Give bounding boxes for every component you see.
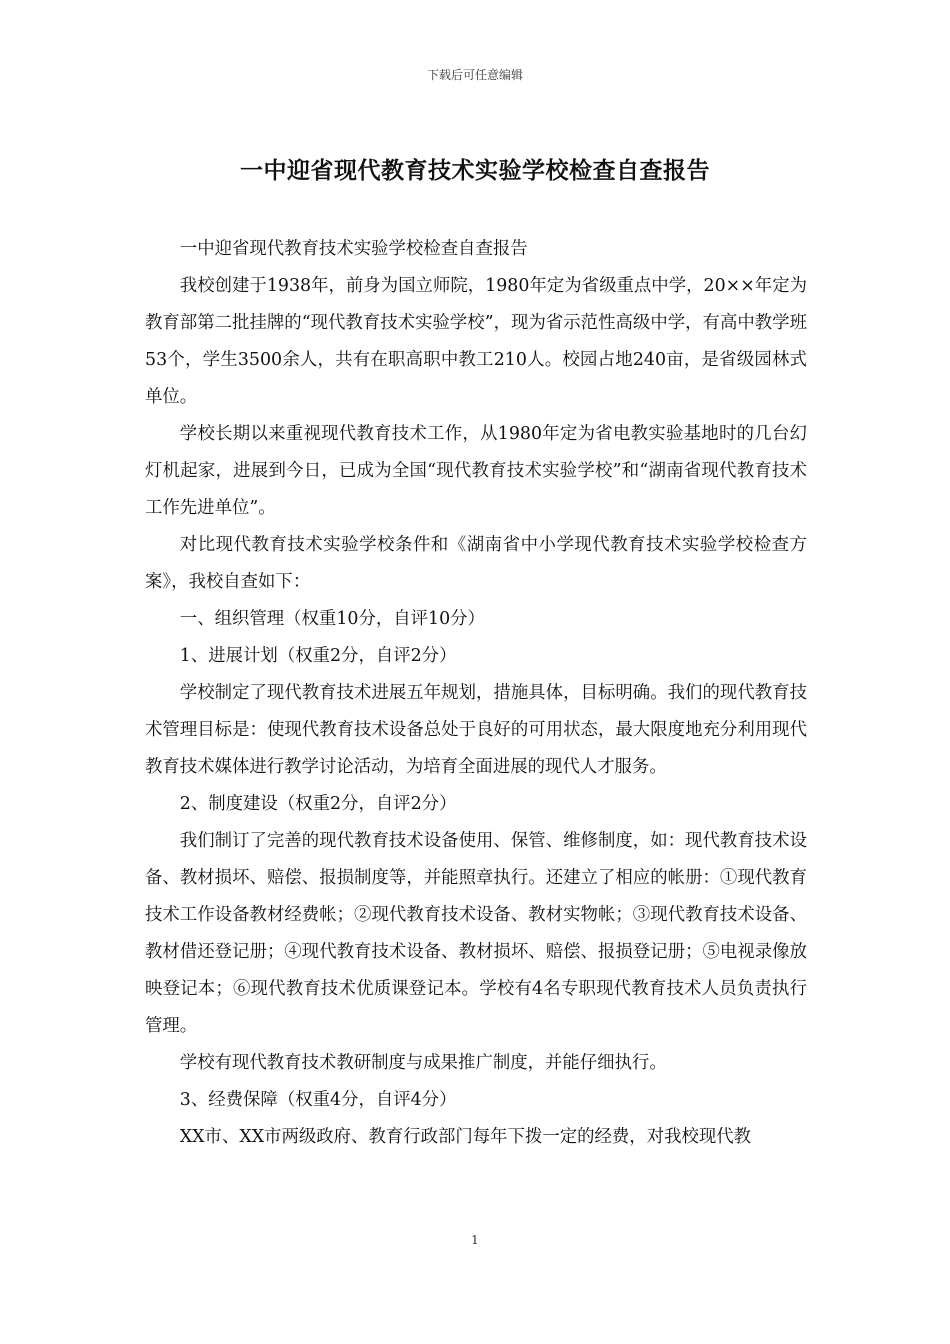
page-header: 下载后可任意编辑 — [426, 68, 523, 82]
paragraph: 我校创建于1938年，前身为国立师院，1980年定为省级重点中学，20××年定为教育部第二批挂牌的“现代教育技术实验学校”，现为省示范性高级中学，有高中教学班53个，学生3500余人，共有在职高职中教工210人。校园占地240亩，是省级园林式单位。 — [145, 276, 807, 407]
paragraph: 学校长期以来重视现代教育技术工作，从1980年定为省电教实验基地时的几台幻灯机起家，进展到今日，已成为全国“现代教育技术实验学校”和“湖南省现代教育技术工作先进单位”。 — [145, 424, 807, 518]
paragraph: 一中迎省现代教育技术实验学校检查自查报告 — [179, 239, 528, 259]
subsection-heading: 1、进展计划（权重2分，自评2分） — [179, 646, 457, 666]
document-title: 一中迎省现代教育技术实验学校检查自查报告 — [240, 157, 710, 184]
section-heading: 一、组织管理（权重10分，自评10分） — [179, 609, 485, 629]
paragraph: XX市、XX市两级政府、教育行政部门每年下拨一定的经费，对我校现代教 — [179, 1127, 752, 1147]
paragraph: 对比现代教育技术实验学校条件和《湖南省中小学现代教育技术实验学校检查方案》，我校自查如下： — [145, 535, 807, 592]
document-body — [145, 231, 807, 1156]
paragraph: 我们制订了完善的现代教育技术设备使用、保管、维修制度，如：现代教育技术设备、教材损坏、赔偿、报损制度等，并能照章执行。还建立了相应的帐册：①现代教育技术工作设备教材经费帐；②现代教育技术设备、教材实物帐；③现代教育技术设备、教材借还登记册；④现代教育技术设备、教材损坏、赔偿、报损登记册；⑤电视录像放映登记本；⑥现代教育技术优质课登记本。学校有4名专职现代教育技术人员负责执行管理。 — [145, 831, 807, 1036]
subsection-heading: 2、制度建设（权重2分，自评2分） — [179, 794, 457, 814]
page-number: 1 — [471, 1233, 479, 1247]
paragraph: 学校制定了现代教育技术进展五年规划，措施具体，目标明确。我们的现代教育技术管理目标是：使现代教育技术设备总处于良好的可用状态，最大限度地充分利用现代教育技术媒体进行教学讨论活动，为培育全面进展的现代人才服务。 — [145, 683, 807, 777]
subsection-heading: 3、经费保障（权重4分，自评4分） — [179, 1090, 457, 1110]
paragraph: 学校有现代教育技术教研制度与成果推广制度，并能仔细执行。 — [179, 1053, 667, 1073]
